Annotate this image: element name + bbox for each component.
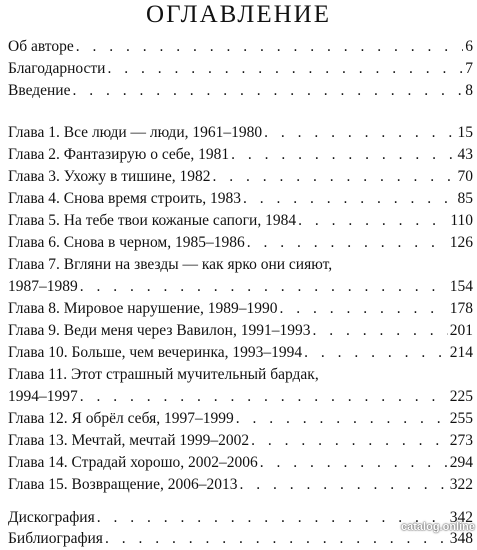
dot-leader <box>80 276 448 298</box>
toc-entry-acknowledgements <box>8 58 473 80</box>
dot-leader <box>260 452 448 474</box>
toc-entry-label: 1994–1997 <box>8 388 78 405</box>
toc-page-number: 273 <box>449 432 473 449</box>
toc-entry-about-author <box>8 36 473 58</box>
toc-entry-chapter-15 <box>8 474 473 496</box>
toc-entry-label: Библиография <box>8 530 103 547</box>
toc-page-number: 43 <box>457 146 473 163</box>
toc-entry-label: Дискография <box>8 509 95 526</box>
dot-leader <box>105 528 448 550</box>
toc-entry-chapter-14 <box>8 452 473 474</box>
dot-leader <box>280 298 448 320</box>
dot-leader <box>236 408 448 430</box>
toc-entry-chapter-13 <box>8 430 473 452</box>
toc-entry-label: Глава 13. Мечтай, мечтай 1999–2002 <box>8 432 250 449</box>
toc-entry-label: Глава 5. На тебе твои кожаные сапоги, 1984 <box>8 212 297 229</box>
dot-leader <box>239 474 447 496</box>
dot-leader <box>72 80 463 102</box>
toc-entry-label: Глава 3. Ухожу в тишине, 1982 <box>8 168 211 185</box>
toc-entry-chapter-12 <box>8 408 473 430</box>
dot-leader <box>80 386 448 408</box>
dot-leader <box>107 58 463 80</box>
dot-leader <box>298 210 448 232</box>
toc-entry-label: Глава 10. Больше, чем вечеринка, 1993–1994 <box>8 344 303 361</box>
toc-entry-label: 1987–1989 <box>8 278 78 295</box>
toc-entry-chapter-9 <box>8 320 473 342</box>
toc-page-number: 255 <box>449 410 473 427</box>
toc-page-number: 225 <box>449 388 473 405</box>
toc-entry-label: Глава 1. Все люди — люди, 1961–1980 <box>8 124 263 141</box>
toc-page-number: 110 <box>450 212 473 229</box>
toc-entry-chapter-11-title: Глава 11. Этот страшный мучительный бардак, <box>8 366 319 383</box>
toc-page-number: 178 <box>449 300 473 317</box>
toc-page-number: 201 <box>449 322 473 339</box>
toc-page-number: 348 <box>449 530 473 547</box>
toc-page-number: 8 <box>465 82 473 99</box>
toc-entry-label: Введение <box>8 82 71 99</box>
toc-entry-chapter-2 <box>8 144 473 166</box>
page-title: ОГЛАВЛЕНИЕ <box>146 1 331 28</box>
watermark: catalog.online <box>401 521 475 533</box>
toc-entry-label: Глава 4. Снова время строить, 1983 <box>8 190 242 207</box>
toc-entry-label: Глава 9. Веди меня через Вавилон, 1991–1993 <box>8 322 311 339</box>
toc-entry-chapter-6 <box>8 232 473 254</box>
toc-entry-chapter-1 <box>8 122 473 144</box>
dot-leader <box>231 144 455 166</box>
toc-entry-label: Глава 12. Я обрёл себя, 1997–1999 <box>8 410 234 427</box>
toc-page-number: 126 <box>449 234 473 251</box>
dot-leader <box>76 36 464 58</box>
toc-entry-label: Об авторе <box>8 38 74 55</box>
dot-leader <box>247 232 448 254</box>
toc-entry-chapter-7 <box>8 276 473 298</box>
toc-page-number: 70 <box>457 168 473 185</box>
toc-page-number: 322 <box>449 476 473 493</box>
toc-entry-label: Глава 14. Страдай хорошо, 2002–2006 <box>8 454 258 471</box>
toc-page-number: 154 <box>449 278 473 295</box>
dot-leader <box>304 342 448 364</box>
toc-entry-label: Благодарности <box>8 60 106 77</box>
toc-page-number: 15 <box>457 124 473 141</box>
dot-leader <box>312 320 447 342</box>
dot-leader <box>251 430 448 452</box>
toc-page-number: 6 <box>465 38 473 55</box>
toc-entry-chapter-5 <box>8 210 473 232</box>
toc-entry-chapter-8 <box>8 298 473 320</box>
toc-entry-chapter-4 <box>8 188 473 210</box>
toc-entry-chapter-10 <box>8 342 473 364</box>
toc-entry-introduction <box>8 80 473 102</box>
dot-leader <box>212 166 455 188</box>
toc-page-number: 7 <box>465 60 473 77</box>
toc-entry-label: Глава 15. Возвращение, 2006–2013 <box>8 476 238 493</box>
toc-page-number: 342 <box>449 509 473 526</box>
toc-entry-label: Глава 6. Снова в черном, 1985–1986 <box>8 234 245 251</box>
dot-leader <box>97 507 448 529</box>
dot-leader <box>264 122 455 144</box>
toc-entry-label: Глава 8. Мировое нарушение, 1989–1990 <box>8 300 278 317</box>
toc-entry-label: Глава 2. Фантазирую о себе, 1981 <box>8 146 230 163</box>
toc-entry-chapter-7-title: Глава 7. Вгляни на звезды — как ярко они сияют, <box>8 256 333 273</box>
toc-entry-chapter-3 <box>8 166 473 188</box>
toc-page-number: 294 <box>449 454 473 471</box>
toc-page-number: 214 <box>449 344 473 361</box>
toc-entry-chapter-11 <box>8 386 473 408</box>
dot-leader <box>243 188 455 210</box>
toc-page-number: 85 <box>457 190 473 207</box>
